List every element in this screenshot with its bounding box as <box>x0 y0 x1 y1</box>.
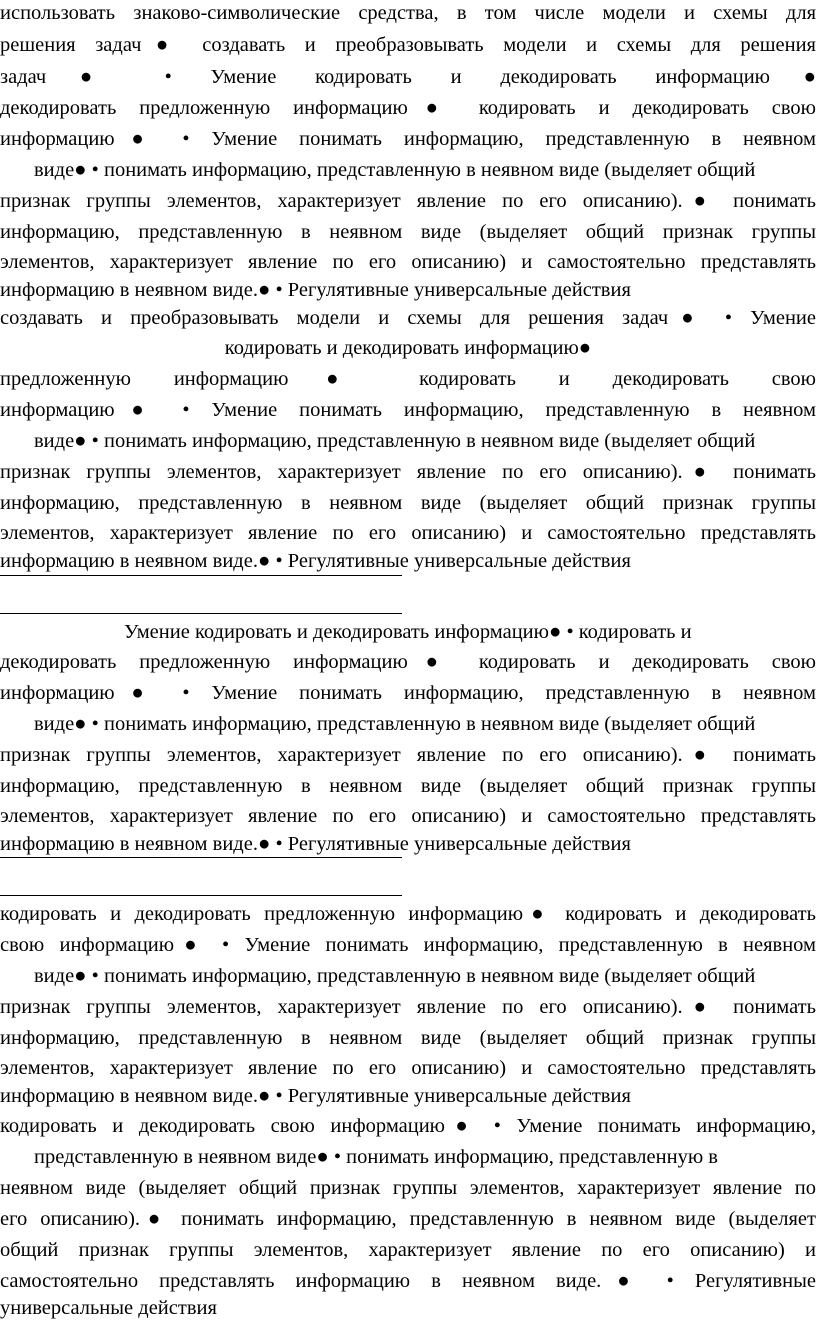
text-line: информацию, представленную в неявном виде (выделяет общий признак группы <box>0 1027 816 1049</box>
text-line: информацию в неявном виде.● • Регулятивные универсальные действия <box>0 1085 631 1107</box>
text-line: признак группы элементов, характеризует явление по его описанию).● понимать <box>0 461 816 483</box>
text-line: кодировать и декодировать предложенную информацию● кодировать и декодировать <box>0 903 816 925</box>
text-line: предложенную информацию● кодировать и декодировать свою <box>0 368 816 390</box>
text-line: признак группы элементов, характеризует явление по его описанию).● понимать <box>0 996 816 1018</box>
separator-line <box>0 575 402 576</box>
text-line: признак группы элементов, характеризует явление по его описанию).● понимать <box>0 190 816 212</box>
text-line: свою информацию● • Умение понимать информацию, представленную в неявном <box>0 934 816 956</box>
text-line: создавать и преобразовывать модели и схемы для решения задач● • Умение <box>0 307 816 329</box>
text-line: информацию в неявном виде.● • Регулятивные универсальные действия <box>0 550 631 572</box>
text-line: виде● • понимать информацию, представленную в неявном виде (выделяет общий <box>34 159 756 181</box>
text-line: элементов, характеризует явление по его описанию) и самостоятельно представлять <box>0 1057 816 1079</box>
text-line: виде● • понимать информацию, представленную в неявном виде (выделяет общий <box>34 965 756 987</box>
text-line: информацию● • Умение понимать информацию, представленную в неявном <box>0 682 816 704</box>
text-line: элементов, характеризует явление по его описанию) и самостоятельно представлять <box>0 805 816 827</box>
text-line: задач● • Умение кодировать и декодировать информацию● <box>0 66 816 88</box>
text-line: информацию, представленную в неявном виде (выделяет общий признак группы <box>0 775 816 797</box>
text-line: информацию, представленную в неявном виде (выделяет общий признак группы <box>0 221 816 243</box>
separator-line <box>0 895 402 896</box>
text-line: неявном виде (выделяет общий признак группы элементов, характеризует явление по <box>0 1177 816 1199</box>
text-line: общий признак группы элементов, характеризует явление по его описанию) и <box>0 1239 816 1261</box>
text-line: универсальные действия <box>0 1297 217 1319</box>
text-line: самостоятельно представлять информацию в неявном виде.● • Регулятивные <box>0 1270 816 1292</box>
text-line: элементов, характеризует явление по его описанию) и самостоятельно представлять <box>0 251 816 273</box>
text-line: информацию, представленную в неявном виде (выделяет общий признак группы <box>0 492 816 514</box>
text-line: декодировать предложенную информацию● кодировать и декодировать свою <box>0 97 816 119</box>
text-line: информацию● • Умение понимать информацию, представленную в неявном <box>0 128 816 150</box>
text-line: Умение кодировать и декодировать информацию● • кодировать и <box>124 621 692 643</box>
text-line: использовать знаково-символические средства, в том числе модели и схемы для <box>0 2 816 24</box>
separator-line <box>0 857 402 858</box>
text-line: кодировать и декодировать свою информацию● • Умение понимать информацию, <box>0 1115 816 1137</box>
text-line: декодировать предложенную информацию● кодировать и декодировать свою <box>0 651 816 673</box>
text-line: виде● • понимать информацию, представленную в неявном виде (выделяет общий <box>34 430 756 452</box>
text-line: решения задач● создавать и преобразовывать модели и схемы для решения <box>0 34 816 56</box>
text-line: информацию● • Умение понимать информацию, представленную в неявном <box>0 399 816 421</box>
text-line: представленную в неявном виде● • понимать информацию, представленную в <box>34 1146 718 1168</box>
text-line: элементов, характеризует явление по его описанию) и самостоятельно представлять <box>0 522 816 544</box>
separator-line <box>0 613 402 614</box>
text-line: информацию в неявном виде.● • Регулятивные универсальные действия <box>0 833 631 855</box>
text-line: виде● • понимать информацию, представленную в неявном виде (выделяет общий <box>34 713 756 735</box>
text-line: кодировать и декодировать информацию● <box>224 337 592 359</box>
text-line: признак группы элементов, характеризует явление по его описанию).● понимать <box>0 744 816 766</box>
text-line: его описанию).● понимать информацию, представленную в неявном виде (выделяет <box>0 1208 816 1230</box>
text-line: информацию в неявном виде.● • Регулятивные универсальные действия <box>0 279 631 301</box>
